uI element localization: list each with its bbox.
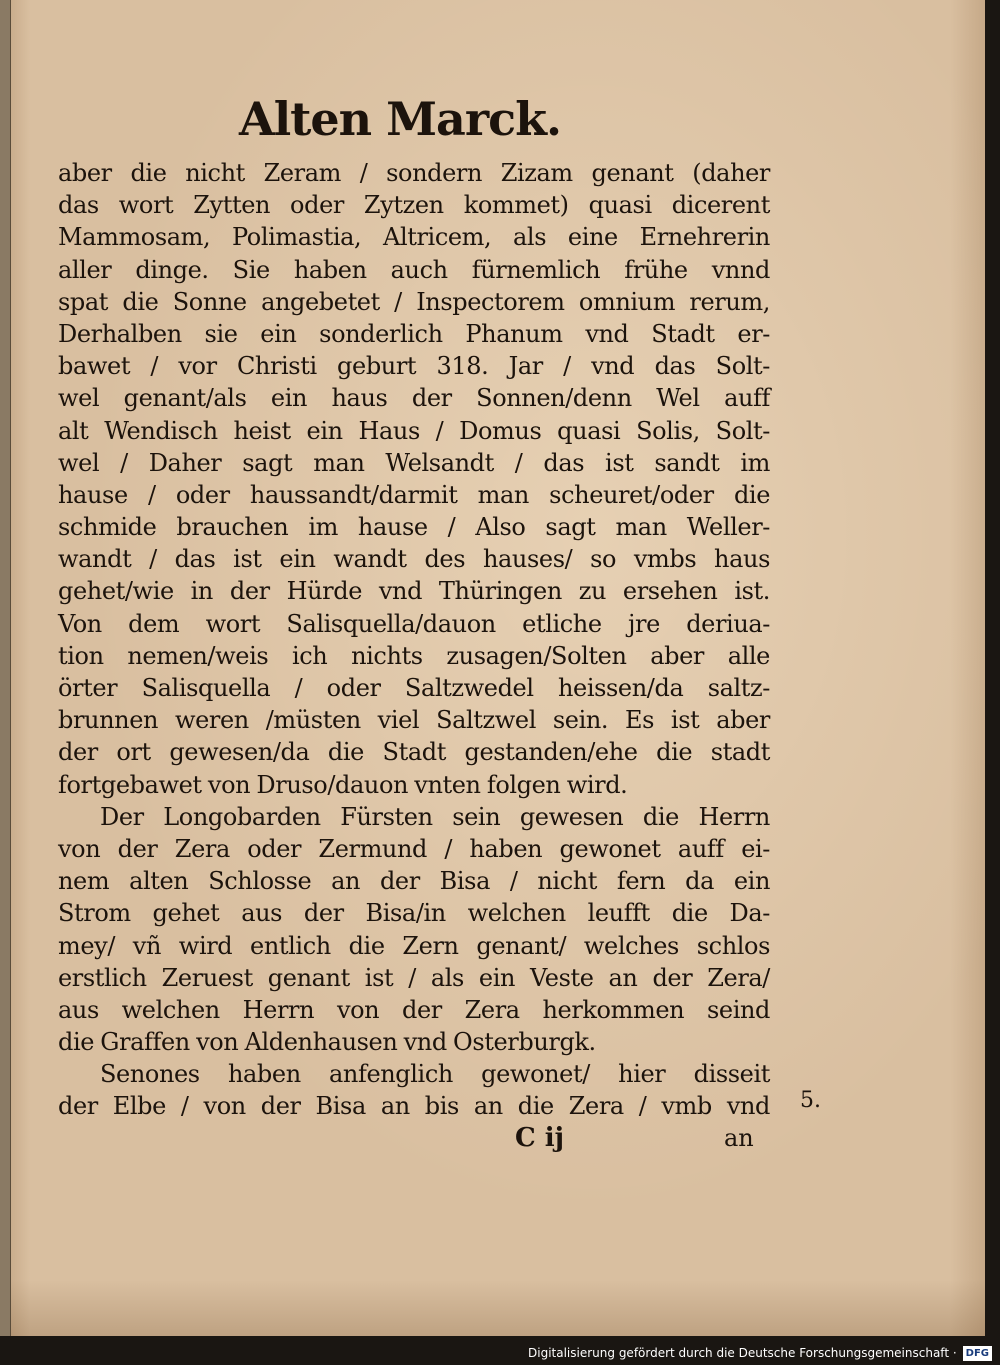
- text-line: der Elbe / von der Bisa an bis an die Zera / vmb vnd: [58, 1092, 770, 1121]
- text-line: von der Zera oder Zermund / haben gewonet auff ei-: [58, 834, 770, 863]
- text-line: wandt / das ist ein wandt des hauses/ so vmbs haus: [58, 545, 770, 574]
- text-line: örter Salisquella / oder Saltzwedel heissen/da saltz-: [58, 674, 770, 702]
- body-text: [58, 157, 770, 1123]
- text-line: bawet / vor Christi geburt 318. Jar / vnd das Solt-: [58, 352, 770, 381]
- text-line: schmide brauchen im hause / Also sagt man Weller-: [58, 513, 770, 542]
- digitization-credit: [528, 1344, 992, 1362]
- text-line: brunnen weren /müsten viel Saltzwel sein. Es ist aber: [58, 706, 770, 735]
- text-line: wel genant/als ein haus der Sonnen/denn Wel auff: [58, 384, 770, 413]
- text-line: aus welchen Herrn von der Zera herkommen seind: [58, 995, 770, 1024]
- text-line: Der Longobarden Fürsten sein gewesen die Herrn: [100, 802, 770, 831]
- text-line: aber die nicht Zeram / sondern Zizam genant (daher: [58, 159, 770, 187]
- page-binding-edge: [0, 0, 11, 1336]
- credit-text: Digitalisierung gefördert durch die Deutsche Forschungsgemeinschaft ·: [528, 1346, 957, 1360]
- text-line: Senones haben anfenglich gewonet/ hier disseit: [100, 1060, 770, 1089]
- signature-mark: C ij: [515, 1123, 565, 1153]
- text-line: tion nemen/weis ich nichts zusagen/Solten aber alle: [58, 641, 770, 670]
- catchword: an: [724, 1124, 754, 1152]
- text-line: Derhalben sie ein sonderlich Phanum vnd Stadt er-: [58, 319, 770, 348]
- text-line: erstlich Zeruest genant ist / als ein Veste an der Zera/: [58, 963, 770, 992]
- text-line: die Graffen von Aldenhausen vnd Osterburgk.: [58, 1028, 596, 1057]
- text-line: wel / Daher sagt man Welsandt / das ist sandt im: [58, 448, 770, 477]
- text-line: gehet/wie in der Hürde vnd Thüringen zu ersehen ist.: [58, 577, 770, 606]
- text-line: mey/ vñ wird entlich die Zern genant/ welches schlos: [58, 931, 770, 960]
- margin-number: 5.: [800, 1088, 821, 1113]
- text-line: Von dem wort Salisquella/dauon etliche jre deriua-: [58, 609, 770, 638]
- text-line: alt Wendisch heist ein Haus / Domus quasi Solis, Solt-: [58, 416, 770, 445]
- text-line: spat die Sonne angebetet / Inspectorem omnium rerum,: [58, 287, 770, 316]
- text-line: Mammosam, Polimastia, Altricem, als eine Ernehrerin: [58, 223, 770, 252]
- text-line: aller dinge. Sie haben auch fürnemlich frühe vnnd: [58, 255, 770, 284]
- text-line: nem alten Schlosse an der Bisa / nicht fern da ein: [58, 867, 770, 896]
- text-line: Strom gehet aus der Bisa/in welchen leufft die Da-: [58, 899, 770, 928]
- text-line: das wort Zytten oder Zytzen kommet) quasi dicerent: [58, 191, 770, 220]
- text-line: fortgebawet von Druso/dauon vnten folgen wird.: [58, 770, 628, 799]
- text-line: der ort gewesen/da die Stadt gestanden/ehe die stadt: [58, 738, 770, 767]
- dfg-logo: DFG: [963, 1346, 992, 1361]
- running-head: Alten Marck.: [239, 92, 561, 146]
- text-line: hause / oder haussandt/darmit man scheuret/oder die: [58, 480, 770, 509]
